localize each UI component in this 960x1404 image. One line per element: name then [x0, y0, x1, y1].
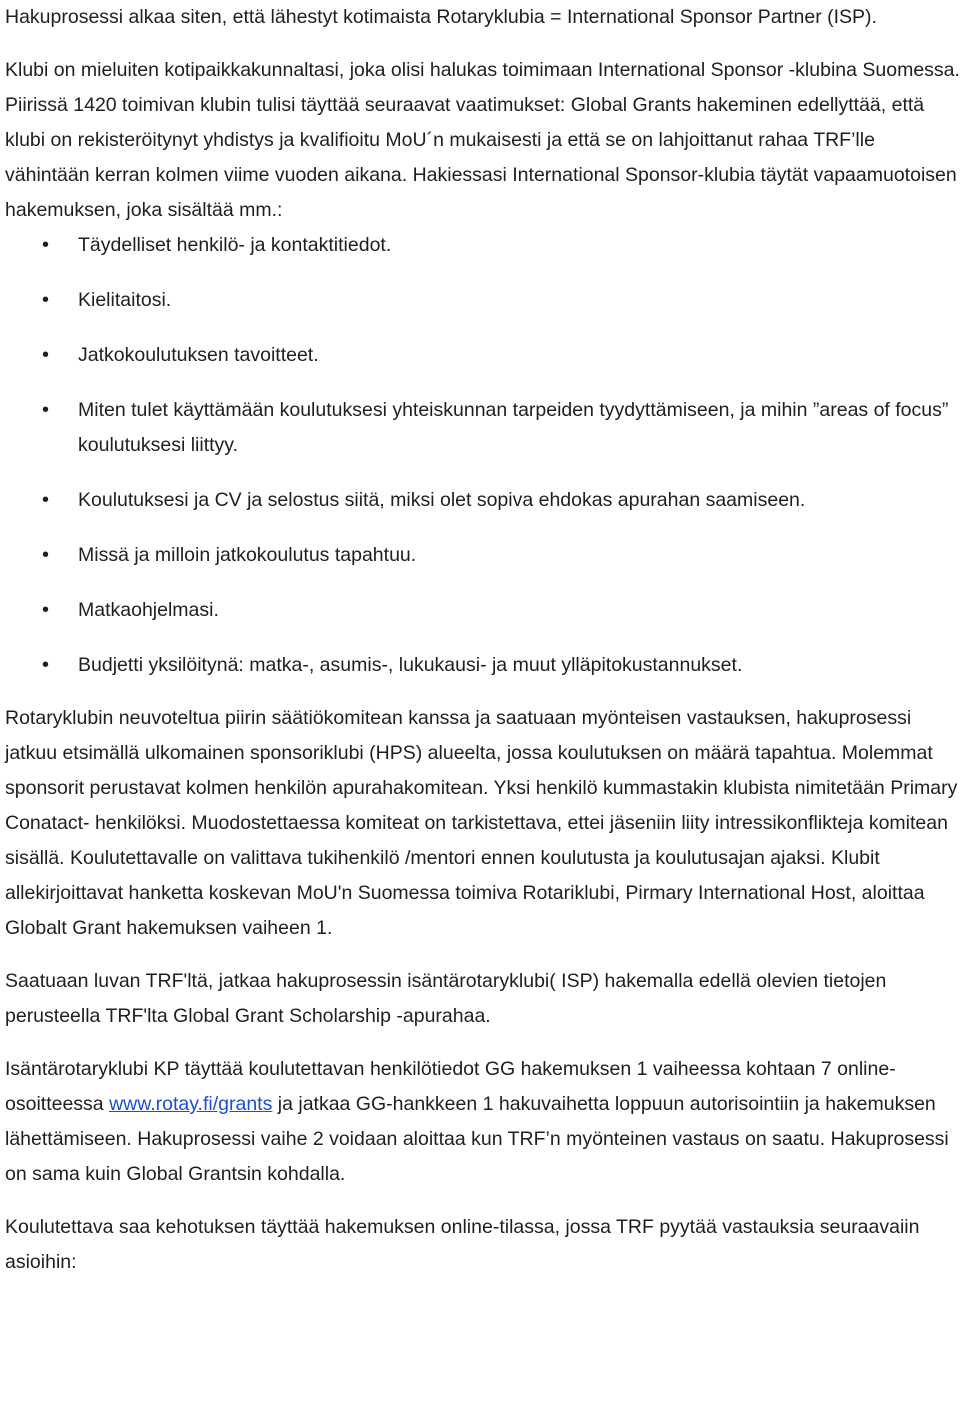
list-item: • Miten tulet käyttämään koulutuksesi yhteiskunnan tarpeiden tyydyttämiseen, ja mihin ”areas of focus” koulutuksesi liittyy.	[5, 393, 960, 463]
list-item: • Kielitaitosi.	[5, 283, 960, 318]
club-requirements-paragraph: Klubi on mieluiten kotipaikkakunnaltasi, joka olisi halukas toimimaan International Sponsor -klubina Suomessa. Piirissä 1420 toimivan klubin tulisi täyttää seuraavat vaatimukset: Global Grants hakeminen edellyttää, että klubi on rekisteröitynyt yhdistys ja kvalifioitu MoU´n mukaisesti ja että se on lahjoittanut rahaa TRF’lle vähintään kerran kolmen viime vuoden aikana. Hakiessasi International Sponsor-klubia täytät vapaamuotoisen hakemuksen, joka sisältää mm.:	[5, 59, 960, 221]
list-item: • Budjetti yksilöitynä: matka-, asumis-, lukukausi- ja muut ylläpitokustannukset.	[5, 648, 960, 683]
candidate-instructions-paragraph: Koulutettava saa kehotuksen täyttää hakemuksen online-tilassa, jossa TRF pyytää vastauksia seuraavaiin asioihin:	[5, 1216, 920, 1273]
online-application-text-after: ja jatkaa GG-hankkeen 1 hakuvaihetta loppuun autorisointiin ja hakemuksen lähettämiseen. Hakuprosessi vaihe 2 voidaan aloittaa kun TRF’n myönteinen vastaus on saatu. Hakuprosessi on sama kuin Global Grantsin kohdalla.	[5, 1093, 949, 1185]
list-item: • Missä ja milloin jatkokoulutus tapahtuu.	[5, 538, 960, 573]
online-application-paragraph	[5, 1052, 960, 1192]
intro-paragraph: Hakuprosessi alkaa siten, että lähestyt kotimaista Rotaryklubia = International Sponsor Partner (ISP).	[5, 6, 877, 28]
online-application-text-before: Isäntärotaryklubi KP täyttää koulutettavan henkilötiedot GG hakemuksen 1 vaiheessa kohtaan 7 online-osoitteessa	[5, 1058, 896, 1115]
list-item: • Matkaohjelmasi.	[5, 593, 960, 628]
grants-link[interactable]: www.rotay.fi/grants	[109, 1093, 273, 1115]
host-sponsor-paragraph: Rotaryklubin neuvoteltua piirin säätiökomitean kanssa ja saatuaan myönteisen vastauksen, hakuprosessi jatkuu etsimällä ulkomainen sponsoriklubi (HPS) alueelta, jossa koulutuksen on määrä tapahtua. Molemmat sponsorit perustavat kolmen henkilön apurahakomitean. Yksi henkilö kummastakin klubista nimitetään Primary Conatact- henkilöksi. Muodostettaessa komiteat on tarkistettava, ettei jäseniin liity intressikonflikteja komitean sisällä. Koulutettavalle on valittava tukihenkilö /mentori ennen koulutusta ja koulutusajan ajaksi. Klubit allekirjoittavat hanketta koskevan MoU'n Suomessa toimiva Rotariklubi, Pirmary International Host, aloittaa Globalt Grant hakemuksen vaiheen 1.	[5, 707, 958, 939]
list-item: • Täydelliset henkilö- ja kontaktitiedot.	[5, 228, 960, 263]
trf-approval-paragraph: Saatuaan luvan TRF'ltä, jatkaa hakuprosessin isäntärotaryklubi( ISP) hakemalla edellä olevien tietojen perusteella TRF'lta Global Grant Scholarship -apurahaa.	[5, 970, 887, 1027]
application-contents-list	[5, 228, 960, 683]
document-page	[5, 0, 960, 1280]
list-item: • Koulutuksesi ja CV ja selostus siitä, miksi olet sopiva ehdokas apurahan saamiseen.	[5, 483, 960, 518]
list-item: • Jatkokoulutuksen tavoitteet.	[5, 338, 960, 373]
